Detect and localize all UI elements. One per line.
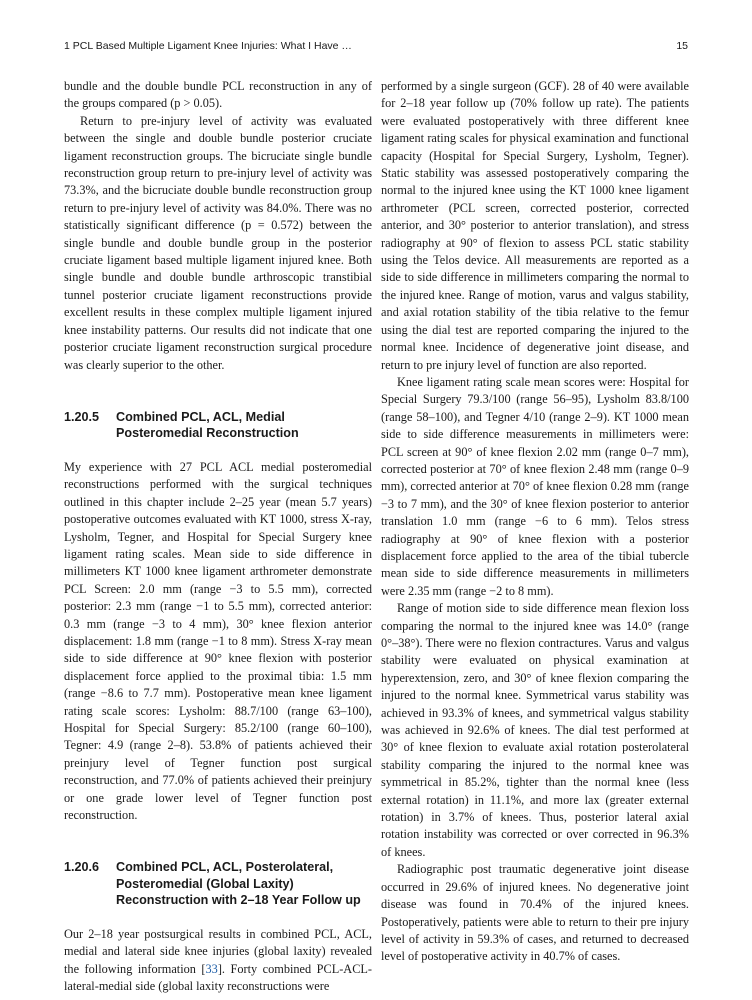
section-number: 1.20.5 xyxy=(64,409,100,424)
paragraph-text: ]. Forty combined PCL-ACL-lateral-medial side (global laxity reconstructions were xyxy=(64,961,372,994)
running-header xyxy=(64,40,688,56)
paragraph: My experience with 27 PCL ACL medial posteromedial reconstructions performed with the surgical techniques outlined in this chapter include 2–25 year (mean 5.7 years) postoperative outcomes evaluated with KT 1000, stress X-ray, Lysholm, Tegner, and Hospital for Special Surgery knee ligament rating scales. Mean side to side difference in millimeters KT 1000 knee ligament arthrometer demonstrate PCL Screen: 2.0 mm (range −3 to 5.5 mm), corrected posterior: 2.3 mm (range −1 to 5.5 mm), corrected anterior: 0.3 mm (range −3 to 4 mm), 30° knee flexion anterior displacement: 1.8 mm (range −1 to 8 mm). Stress X-ray mean side to side difference at 90° knee flexion with posterior displacement force applied to the proximal tibia: 1.5 mm (range −8.6 to 7.7 mm). Postoperative mean knee ligament rating scale scores: Lysholm: 88.7/100 (range 63–100), Hospital for Special Surgery: 85.2/100 (range 60–100), Tegner: 4.9 (range 2–8). 53.8% of patients achieved their preinjury level of Tegner function post surgical reconstruction, and 77.0% of patients achieved their preinjury or one grade lower level of Tegner function post reconstruction. xyxy=(64,459,372,823)
paragraph: Knee ligament rating scale mean scores were: Hospital for Special Surgery 79.3/100 (range 56–95), Lysholm 83.8/100 (range 58–100), and Tegner 4/10 (range 2–9). KT 1000 mean side to side difference measurements in millimeters were: PCL screen at 90° of knee flexion 2.02 mm (range 0–7 mm), corrected posterior at 70° of knee flexion 2.48 mm (range 0–9 mm), corrected anterior at 70° of knee flexion 0.28 mm (range −3 to 7 mm), and the 30° of knee flexion posterior to anterior translation 1.0 mm (range −6 to 6 mm). Telos stress radiography at 90° of knee flexion with a posterior displacement force applied to the area of the tibial tubercle mean side to side difference measurements in millimeters were 2.35 mm (range −2 to 8 mm). xyxy=(381,374,689,598)
running-title: 1 PCL Based Multiple Ligament Knee Injuries: What I Have … xyxy=(64,40,352,52)
paragraph: Return to pre-injury level of activity was evaluated between the single and double bundle posterior cruciate ligament reconstruction groups. The bicruciate single bundle reconstruction group return to pre-injury level of activity was 73.3%, and the bicruciate double bundle reconstruction group return to pre-injury level of activity was 84.0%. There was no statistically significant difference (p = 0.572) between the single bundle and double bundle group in the posterior cruciate ligament based multiple ligament injured knee. Both single bundle and double bundle arthroscopic transtibial tunnel posterior cruciate ligament reconstructions provide excellent results in these complex multiple ligament injured knee instability patterns. Our results did not indicate that one posterior cruciate ligament reconstruction surgical procedure was clearly superior to the other. xyxy=(64,113,372,372)
paragraph: Range of motion side to side difference mean flexion loss comparing the normal to the injured knee was 14.0° (range 0°–38°). There were no flexion contractures. Varus and valgus stability were evaluated on physical examination at hyperextension, zero, and 30° of knee flexion comparing the injured to the normal knee. Symmetrical varus stability was achieved in 93.3% of knees, and symmetrical valgus stability was achieved in 92.6% of knees. The dial test performed at 30° of knee flexion to evaluate axial rotation posterolateral stability comparing the injured to the normal knee was symmetrical in 85.2%, tighter than the normal knee (less external rotation) in 11.1%, and more lax (greater external rotation) in 3.7% of knees. Thus, posterior lateral axial rotation instability was corrected or over corrected in 96.3% of knees. xyxy=(381,601,689,859)
left-column xyxy=(64,78,372,996)
paragraph: bundle and the double bundle PCL reconstruction in any of the groups compared (p > 0.05). xyxy=(64,79,372,111)
section-heading xyxy=(64,409,372,442)
paragraph xyxy=(64,926,372,996)
citation-link[interactable]: 33 xyxy=(205,961,218,976)
paragraph-text: Our 2–18 year postsurgical results in combined PCL, ACL, medial and lateral side knee injuries (global laxity) revealed the following information [ xyxy=(64,926,372,976)
paragraph: Radiographic post traumatic degenerative joint disease occurred in 29.6% of injured knees. No degenerative joint disease was found in 70.4% of the injured knees. Postoperatively, patients were able to return to their pre injury level of activity in 59.3% of cases, and returned to decreased level of postoperative activity in 40.7% of cases. xyxy=(381,862,689,964)
right-column xyxy=(381,78,689,966)
page-number: 15 xyxy=(676,40,688,52)
section-title: Combined PCL, ACL, Posterolateral, Posteromedial (Global Laxity) Reconstruction with 2–18 Year Follow up xyxy=(116,860,361,908)
section-title: Combined PCL, ACL, Medial Posteromedial Reconstruction xyxy=(116,409,299,441)
section-heading xyxy=(64,859,372,909)
section-number: 1.20.6 xyxy=(64,860,100,875)
paragraph: performed by a single surgeon (GCF). 28 of 40 were available for 2–18 year follow up (70% follow up rate). The patients were evaluated postoperatively with three different knee ligament rating scales for physical examination and functional capacity (Hospital for Special Surgery, Lysholm, Tegner). Static stability was assessed postoperatively comparing the normal to the injured knee using the KT 1000 knee ligament arthrometer (PCL screen, corrected posterior, corrected anterior, and 30° posterior to anterior translation), and stress radiography at 90° of flexion to assess PCL static stability using the Telos device. All measurements are reported as a side to side difference in millimeters comparing the normal to the injured knee. Range of motion, varus and valgus stability, and axial rotation stability of the tibia relative to the femur using the dial test are reported comparing the injured to the normal knee. Incidence of degenerative joint disease, and return to pre injury level of function are also reported. xyxy=(381,79,689,372)
